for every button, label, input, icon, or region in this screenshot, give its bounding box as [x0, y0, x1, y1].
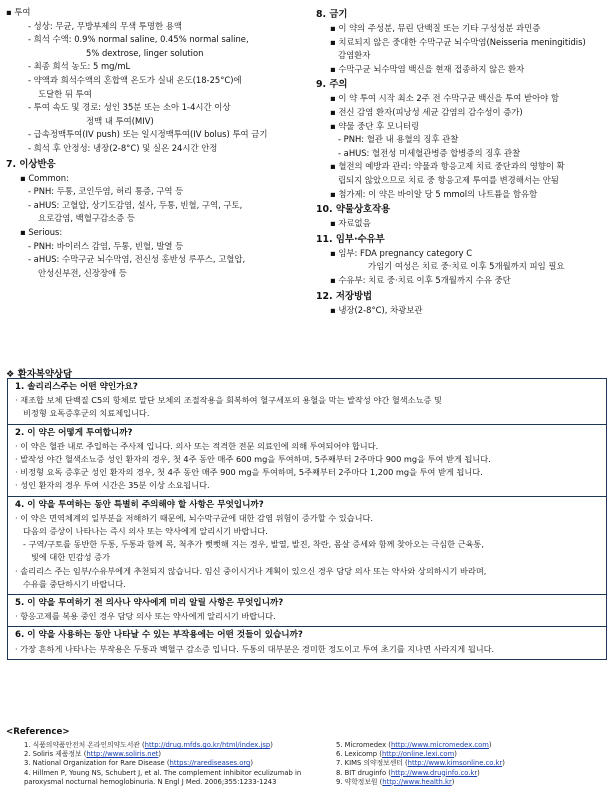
- section-line: - PNH: 혈관 내 용혈의 징후 관찰: [338, 134, 459, 145]
- consult-answer-line: 빛에 대한 민감성 증가: [31, 552, 110, 563]
- reference-link[interactable]: http://www.soliris.net: [86, 750, 159, 759]
- reference-text: 4. Hillmen P, Young NS, Schubert J, et al. The complement inhibitor eculizumab in: [24, 768, 302, 777]
- reference-item: [24, 778, 324, 787]
- reference-link[interactable]: http://www.druginfo.co.kr: [390, 768, 478, 777]
- reference-close-paren: ): [270, 741, 273, 749]
- reference-text: 8. BIT druginfo (: [336, 768, 391, 777]
- reference-text: 6. Lexicomp (: [336, 750, 382, 759]
- section-line: 립되지 않았으므로 치료 중 항응고제 투여를 변경해서는 안됨: [338, 174, 559, 185]
- consult-answer-line: · 항응고제를 복용 중인 경우 담당 의사 또는 약사에게 알리시기 바랍니다.: [15, 611, 276, 622]
- section-line: ▪ 이 약 투여 시작 최소 2주 전 수막구균 백신을 투여 받아야 함: [330, 93, 560, 104]
- consult-question: 1. 솔리리스주는 어떤 약인가요?: [15, 382, 138, 392]
- consult-question: 6. 이 약을 사용하는 동안 나타날 수 있는 부작용에는 어떤 것들이 있습니까?: [15, 630, 303, 641]
- administration-line: - 희석 후 안정성: 냉장(2-8°C) 및 실온 24시간 안정: [28, 142, 218, 153]
- consult-answer-line: 비정형 요독증후군의 치료제입니다.: [23, 408, 150, 419]
- consult-box: [7, 496, 607, 594]
- adverse-effect-line: - aHUS: 고혈압, 상기도감염, 설사, 두통, 빈혈, 구역, 구토,: [28, 199, 243, 210]
- adverse-effect-line: 요로감염, 백혈구감소증 등: [38, 213, 135, 224]
- administration-line: - 최종 희석 농도: 5 mg/mL: [28, 61, 131, 72]
- reference-link[interactable]: http://www.kimsonline.co.kr: [407, 759, 503, 768]
- reference-close-paren: ): [454, 750, 457, 759]
- section-line: ▪ 이 약의 주성분, 뮤린 단백질 또는 기타 구성성분 과민증: [330, 23, 541, 33]
- right-column: [316, 6, 606, 317]
- adverse-effect-line: - PNH: 바이러스 감염, 두통, 빈혈, 발열 등: [28, 240, 184, 251]
- administration-line: - 급속정맥투여(IV push) 또는 일시정맥투여(IV bolus) 투여 금기: [28, 129, 268, 140]
- reference-text: 1. 식품의약품안전처 온라인의약도서관 (: [24, 741, 145, 749]
- section-heading: 10. 약물상호작용: [316, 204, 391, 216]
- section-line: ▪ 첨가제: 이 약은 바이알 당 5 mmol의 나트륨을 함유함: [330, 188, 538, 199]
- reference-item: [336, 750, 606, 759]
- reference-link[interactable]: https://rarediseases.org: [169, 759, 251, 768]
- adverse-effect-line: - PNH: 두통, 코인두염, 허리 통증, 구역 등: [28, 186, 184, 197]
- consult-answer-line: 수유를 중단하시기 바랍니다.: [23, 578, 126, 589]
- section-line: ▪ 자료없음: [330, 218, 371, 229]
- consult-answer-line: 다음의 증상이 나타나는 즉시 의사 또는 약사에게 알리시기 바랍니다.: [23, 526, 268, 537]
- administration-line: - 투여 속도 및 경로: 성인 35분 또는 소아 1-4시간 이상: [28, 102, 231, 113]
- reference-item: [24, 759, 324, 768]
- administration-line: - 희석 수액: 0.9% normal saline, 0.45% normal saline,: [28, 34, 249, 45]
- administration-line: - 성상: 무균, 무방부제의 무색 투명한 용액: [28, 20, 182, 31]
- consult-box: [7, 626, 607, 659]
- administration-line: - 약액과 희석수액의 혼합액 온도가 실내 온도(18-25°C)에: [28, 74, 242, 85]
- reference-text: 2. Soliris 제품정보 (: [24, 750, 87, 759]
- reference-list-right: [336, 741, 606, 787]
- consult-answer-line: · 발작성 야간 혈색소뇨증 성인 환자의 경우, 첫 4주 동안 매주 600 mg을 투여하며, 5주째부터 2주마다 900 mg을 투여 받게 됩니다.: [15, 454, 491, 465]
- reference-text: 9. 약학정보원 (: [336, 777, 383, 786]
- section-heading: 12. 저장방법: [316, 290, 373, 302]
- reference-link[interactable]: http://www.health.kr: [382, 777, 452, 786]
- consult-answer-line: · 솔리리스 주는 임부/수유부에게 추천되지 않습니다. 임신 중이시거나 계획이 있으신 경우 담당 의사 또는 약사와 상의하시기 바라며,: [15, 565, 487, 576]
- section-line: 가임기 여성은 치료 중·치료 이후 5개월까지 피임 필요: [368, 261, 565, 272]
- reference-item: [24, 769, 324, 778]
- reference-item: [336, 778, 606, 787]
- administration-line: 정맥 내 투여(MIV): [86, 115, 154, 126]
- reference-title: <Reference>: [6, 727, 70, 737]
- section-heading: 11. 임부·수유부: [316, 233, 385, 245]
- section-line: 감염환자: [338, 50, 371, 61]
- section-heading: 8. 금기: [316, 9, 348, 20]
- left-column: [6, 6, 302, 280]
- section-line: ▪ 임부: FDA pregnancy category C: [330, 247, 473, 258]
- reference-close-paren: ): [488, 741, 492, 749]
- reference-close-paren: ): [502, 759, 505, 768]
- reference-close-paren: ): [451, 777, 455, 786]
- consult-answer-line: - 구역/구토를 동반한 두통, 두통과 함께 목, 척추가 뻣뻣해 지는 경우, 발열, 발진, 착란, 몸살 증세와 함께 찾아오는 극심한 근육통,: [23, 539, 484, 550]
- reference-close-paren: ): [158, 750, 162, 759]
- reference-link[interactable]: http://drug.mfds.go.kr/html/index.jsp: [144, 741, 271, 749]
- adverse-effect-line: ▪ Common:: [20, 172, 69, 183]
- section-line: ▪ 약물 중단 후 모니터링: [330, 120, 420, 131]
- reference-item: [336, 769, 606, 778]
- section-line: ▪ 냉장(2-8°C), 차광보관: [330, 304, 423, 315]
- reference-text: 5. Micromedex (: [336, 741, 391, 749]
- section-heading: 9. 주의: [316, 79, 348, 91]
- reference-item: [24, 741, 324, 750]
- reference-text: 3. National Organization for Rare Disease (: [24, 759, 170, 768]
- consult-box: [7, 594, 607, 626]
- reference-item: [336, 759, 606, 768]
- reference-item: [336, 741, 606, 750]
- consult-boxes: [7, 378, 607, 660]
- consult-question: 4. 이 약을 투여하는 동안 특별히 주의해야 할 사항은 무엇입니까?: [15, 499, 264, 510]
- consult-box: [7, 424, 607, 496]
- section-7-heading: 7. 이상반응: [6, 158, 56, 170]
- consult-answer-line: · 비정형 요독 증후군 성인 환자의 경우, 첫 4주 동안 매주 900 mg을 투여하며, 5주째부터 2주마다 1,200 mg을 투여 받게 됩니다.: [15, 467, 483, 478]
- section-line: - aHUS: 혈전성 미세혈관병증 합병증의 징후 관찰: [338, 147, 521, 158]
- administration-line: 도달한 뒤 투여: [38, 88, 92, 99]
- reference-list-left: [24, 741, 324, 787]
- reference-link[interactable]: http://www.micromedex.com: [390, 741, 489, 749]
- adverse-effect-line: 안성신부전, 신장장애 등: [38, 267, 127, 278]
- section-line: ▪ 전신 감염 환자(피낭성 세균 감염의 감수성이 증가): [330, 106, 523, 117]
- consult-answer-line: · 이 약은 면역체계의 일부분을 저해하기 때문에, 뇌수막구균에 대한 감염 위험이 증가할 수 있습니다.: [15, 512, 374, 523]
- administration-line: ▪ 투여: [6, 7, 31, 17]
- consult-answer-line: · 이 약은 혈관 내로 주입하는 주사제 입니다. 의사 또는 적격한 전문 의료인에 의해 투여되어야 합니다.: [15, 440, 379, 451]
- consult-answer-line: · 가장 흔하게 나타나는 부작용은 두통과 백혈구 감소증 입니다. 두통의 대부분은 경미한 정도이고 투여 초기를 지나면 사라지게 됩니다.: [15, 643, 495, 654]
- reference-text: 7. KIMS 의약정보센터 (: [336, 759, 408, 768]
- consult-question: 5. 이 약을 투여하기 전 의사나 약사에게 미리 알릴 사항은 무엇입니까?: [15, 598, 284, 609]
- reference-item: [24, 750, 324, 759]
- administration-line: 5% dextrose, linger solution: [86, 47, 204, 58]
- adverse-effect-line: ▪ Serious:: [20, 226, 63, 237]
- consult-question: 2. 이 약은 어떻게 투여합니까?: [15, 427, 133, 438]
- section-line: ▪ 혈전의 예방과 관리: 약물과 항응고제 치료 중단과의 영향이 확: [330, 161, 565, 172]
- section-line: ▪ 수막구균 뇌수막염 백신을 현재 접종하지 않은 환자: [330, 63, 525, 74]
- consult-box: [7, 378, 607, 424]
- section-line: ▪ 치료되지 않은 중대한 수막구균 뇌수막염(Neisseria meningitidis): [330, 36, 586, 47]
- adverse-effect-line: - aHUS: 수막구균 뇌수막염, 전신성 홍반성 루푸스, 고혈압,: [28, 254, 246, 265]
- reference-text: paroxysmal nocturnal hemoglobinuria. N Engl J Med. 2006;355:1233-1243: [24, 777, 277, 786]
- reference-close-paren: ): [250, 759, 253, 768]
- consult-title: ❖ 환자복약상담: [6, 369, 73, 380]
- reference-close-paren: ): [477, 768, 480, 777]
- reference-link[interactable]: http://online.lexi.com: [381, 750, 455, 759]
- consult-answer-line: · 성인 환자의 경우 투여 시간은 35분 이상 소요됩니다.: [15, 480, 210, 491]
- consult-answer-line: · 재조합 보체 단백질 C5의 항체로 말단 보체의 조절작용을 회복하여 혈구세포의 용혈을 막는 발작성 야간 혈색소뇨증 및: [15, 395, 442, 406]
- section-line: ▪ 수유부: 치료 중·치료 이후 5개월까지 수유 중단: [330, 274, 511, 285]
